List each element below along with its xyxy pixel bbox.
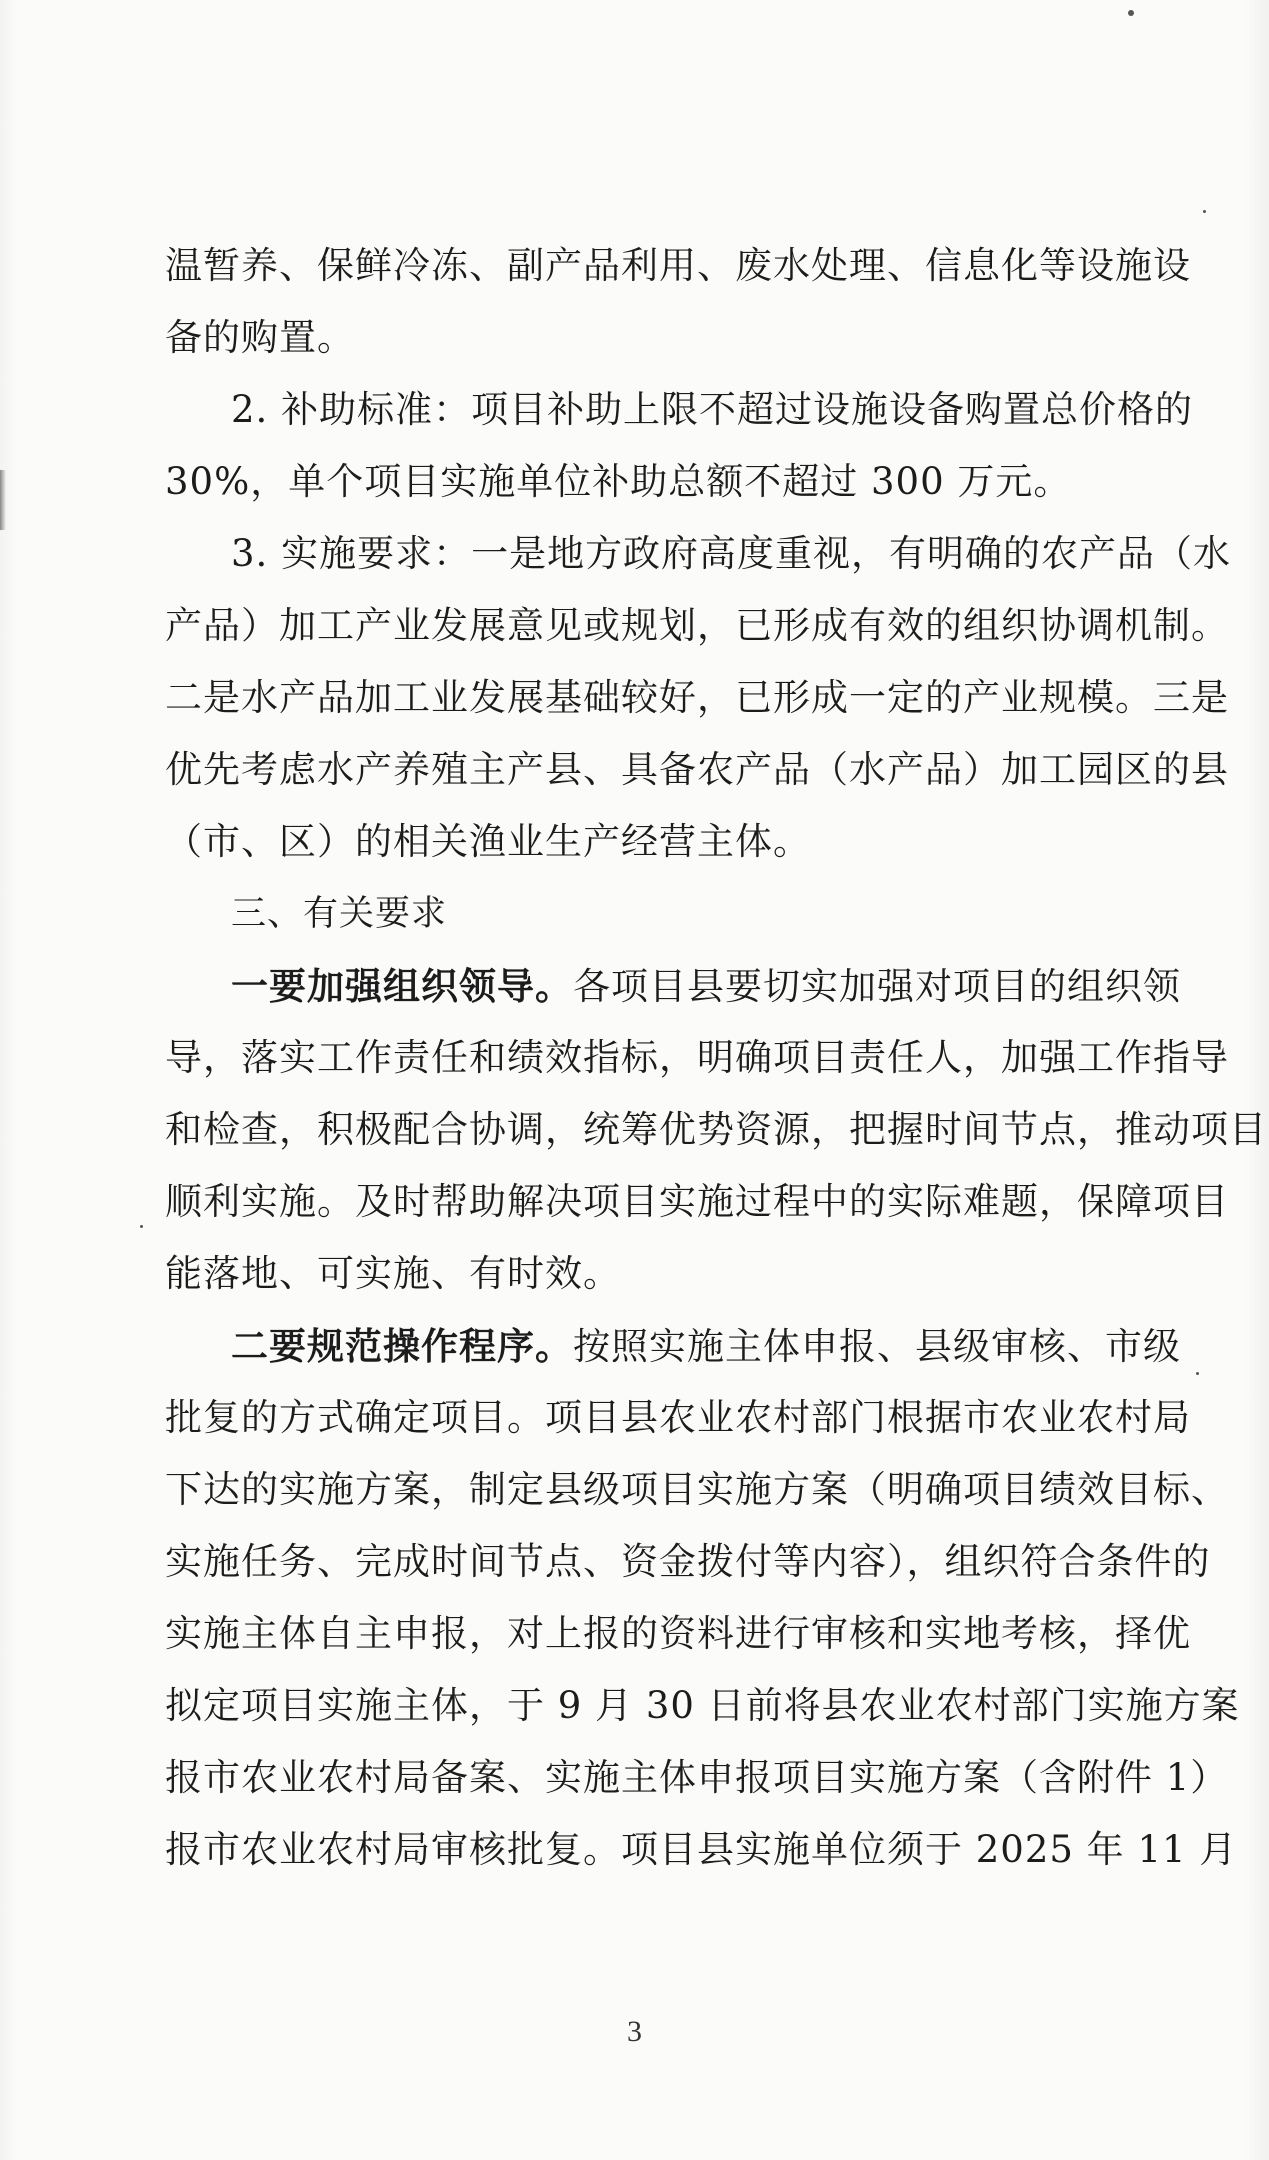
text-line: 下达的实施方案，制定县级项目实施方案（明确项目绩效目标、 [165, 1468, 1229, 1511]
scan-speck [1203, 210, 1206, 213]
paragraph-text: 各项目县要切实加强对项目的组织领 [573, 965, 1181, 1008]
text-line: 能落地、可实施、有时效。 [165, 1252, 621, 1295]
text-line: 拟定项目实施主体，于 9 月 30 日前将县农业农村部门实施方案 [165, 1684, 1240, 1727]
text-line: 2. 补助标准：项目补助上限不超过设施设备购置总价格的 [231, 388, 1194, 431]
scan-speck [1196, 1372, 1199, 1375]
paragraph-lead: 二要规范操作程序。 [231, 1324, 573, 1368]
text-line: 优先考虑水产养殖主产县、具备农产品（水产品）加工园区的县 [165, 748, 1229, 791]
text-line: 备的购置。 [165, 316, 355, 359]
page-number: 3 [627, 2015, 642, 2048]
text-line: 产品）加工产业发展意见或规划，已形成有效的组织协调机制。 [165, 604, 1229, 647]
text-line: 二是水产品加工业发展基础较好，已形成一定的产业规模。三是 [165, 676, 1229, 719]
paragraph-text: 按照实施主体申报、县级审核、市级 [573, 1325, 1181, 1368]
text-line: （市、区）的相关渔业生产经营主体。 [165, 820, 811, 863]
text-line: 实施主体自主申报，对上报的资料进行审核和实地考核，择优 [165, 1612, 1191, 1655]
scan-speck [140, 1225, 143, 1228]
paragraph-lead: 一要加强组织领导。 [231, 964, 573, 1008]
paragraph-first-line [231, 1316, 1181, 1376]
text-line: 报市农业农村局审核批复。项目县实施单位须于 2025 年 11 月 [165, 1828, 1238, 1871]
text-line: 3. 实施要求：一是地方政府高度重视，有明确的农产品（水 [231, 532, 1232, 575]
text-line: 和检查，积极配合协调，统筹优势资源，把握时间节点，推动项目 [165, 1108, 1267, 1151]
text-line: 实施任务、完成时间节点、资金拨付等内容），组织符合条件的 [165, 1540, 1211, 1583]
scan-edge-mark [0, 470, 6, 530]
text-line: 30%，单个项目实施单位补助总额不超过 300 万元。 [165, 460, 1072, 503]
scan-speck [1128, 10, 1134, 16]
section-heading: 三、有关要求 [231, 894, 448, 934]
text-line: 报市农业农村局备案、实施主体申报项目实施方案（含附件 1） [165, 1756, 1229, 1799]
paragraph-first-line [231, 956, 1181, 1016]
text-line: 批复的方式确定项目。项目县农业农村部门根据市农业农村局 [165, 1396, 1191, 1439]
text-line: 导，落实工作责任和绩效指标，明确项目责任人，加强工作指导 [165, 1036, 1229, 1079]
text-line: 顺利实施。及时帮助解决项目实施过程中的实际难题，保障项目 [165, 1180, 1229, 1223]
text-line: 温暂养、保鲜冷冻、副产品利用、废水处理、信息化等设施设 [165, 244, 1191, 287]
